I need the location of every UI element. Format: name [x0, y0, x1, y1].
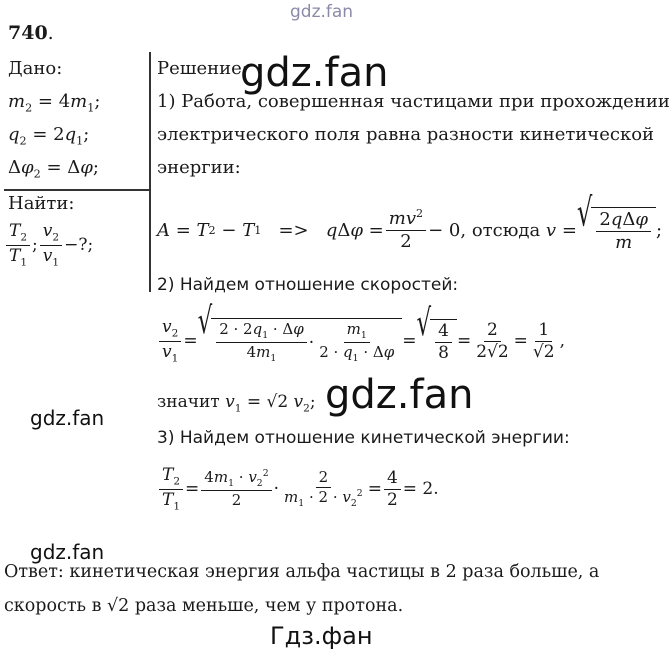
step3-title: 3) Найдем отношение кинетической энергии:: [157, 428, 570, 448]
formula-2: $\frac{v_2}{v_1}$ = √ $\frac{2 \cdot 2q_1 \cdot \Delta\varphi}{4m_1}$ · $\frac{m_1}{2 \cdot q_1 \cdot \Delta\varphi}$ = √ $\frac{4}{8}$ = $\frac{2}{2√2}$ = $\frac{1}{√2}$ ,: [157, 305, 565, 377]
watermark-top: gdz.fan: [290, 2, 354, 22]
given-line-1: $m_2 = 4m_1$;: [8, 91, 101, 115]
given-divider-vertical: [149, 52, 151, 292]
watermark-left-1: gdz.fan: [30, 406, 105, 430]
step1-line-1: 1) Работа, совершенная частицами при прохождении: [157, 91, 670, 112]
formula-1: A = T 2 − T 1 => q Δ φ = $\frac{mv^2}{2}$ − 0, отсюда v = √ $\frac{\text{2qΔφ}}{m}$ ;: [157, 188, 663, 253]
answer-line-1: Ответ: кинетическая энергия альфа частицы в 2 раза больше, а: [4, 562, 600, 582]
given-line-2: $q_2 = 2q_1$;: [8, 124, 90, 148]
formula-3: $\frac{T_2}{T_1}$ = $\frac{4m_1 \cdot v_2^2}{2}$ · $\frac{2}{m_1 \cdot 2 \cdot v_2^2}$ = $\frac{4}{2}$ = 2.: [157, 458, 439, 520]
answer-line-2: скорость в √2 раза меньше, чем у протона.: [4, 596, 404, 616]
watermark-big-1: gdz.fan: [240, 50, 389, 96]
step1-line-3: энергии:: [157, 157, 241, 178]
watermark-bottom: Гдз.фан: [270, 622, 373, 650]
solution-title: Решение:: [157, 58, 248, 79]
watermark-left-2: gdz.fan: [30, 540, 105, 564]
step1-line-2: электрического поля равна разности кинетической: [157, 124, 655, 145]
given-title: Дано:: [8, 58, 63, 79]
given-line-3: $\Delta\varphi_2 = \Delta\varphi$;: [8, 157, 99, 181]
step2-title: 2) Найдем отношение скоростей:: [157, 275, 459, 295]
problem-number: 740.: [8, 22, 54, 44]
find-title: Найти:: [8, 193, 75, 214]
watermark-big-2: gdz.fan: [325, 372, 474, 418]
given-divider-horizontal: [4, 189, 150, 191]
find-expression: $\frac{T_2}{T_1}$ ; $\frac{v_2}{v_1}$ −?;: [4, 222, 93, 269]
conclusion-2: значит $v_1 = √2$ $v_2$;: [157, 392, 316, 415]
